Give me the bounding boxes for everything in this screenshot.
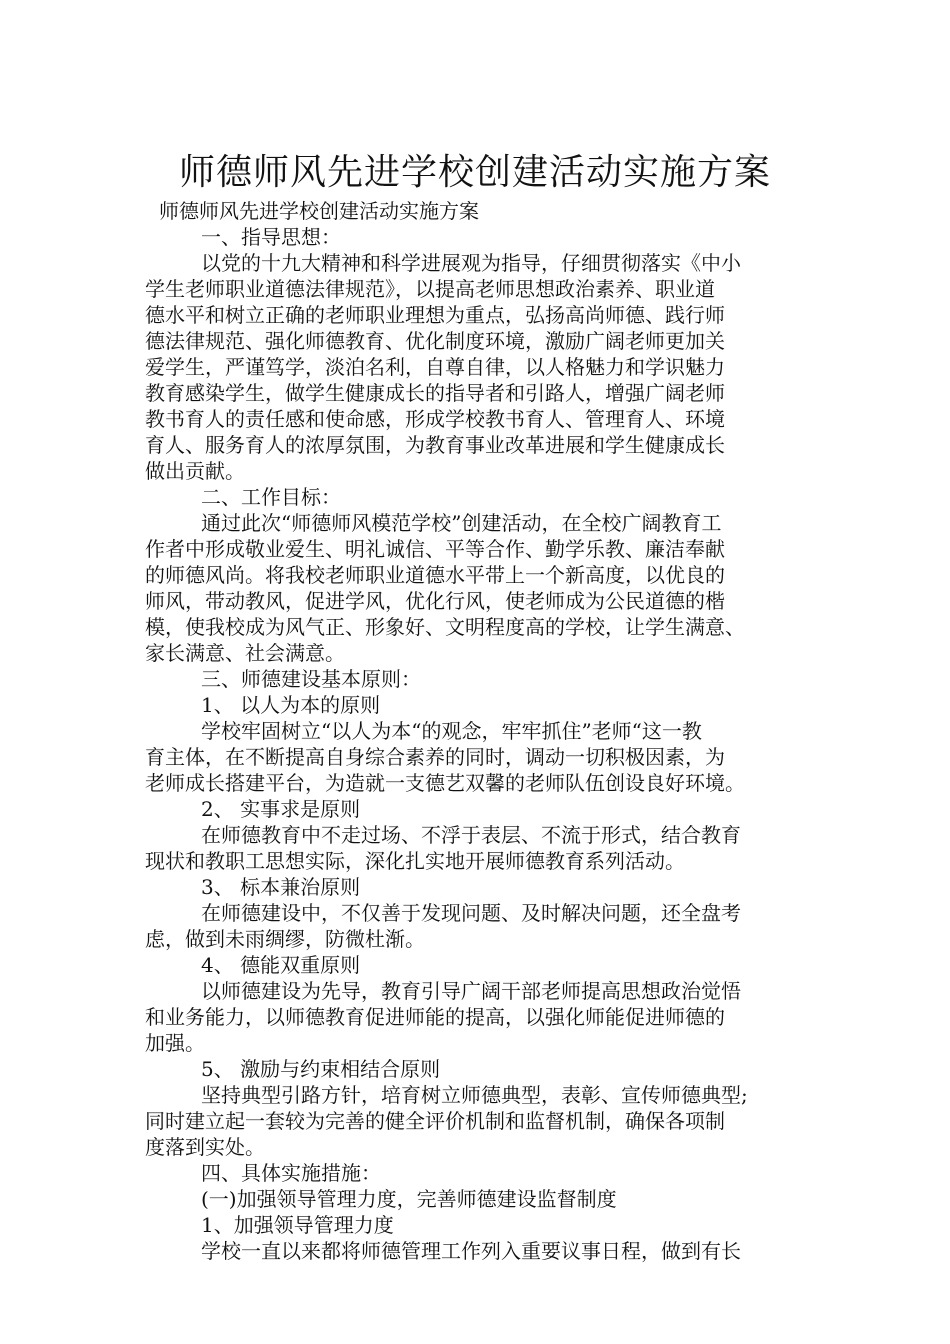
body-line: 教育感染学生，做学生健康成长的指导者和引路人，增强广阔老师 <box>145 381 725 405</box>
body-line: 做出贡献。 <box>145 459 245 483</box>
body-line: 在师德教育中不走过场、不浮于表层、不流于形式，结合教育 <box>201 823 741 847</box>
subsection-heading: (一)加强领导管理力度，完善师德建设监督制度 <box>201 1187 617 1211</box>
subsection-heading: 1、加强领导管理力度 <box>201 1213 394 1237</box>
body-line: 德法律规范、强化师德教育、优化制度环境，激励广阔老师更加关 <box>145 329 725 353</box>
body-line: 现状和教职工思想实际，深化扎实地开展师德教育系列活动。 <box>145 849 685 873</box>
body-line: 学生老师职业道德法律规范》，以提高老师思想政治素养、职业道 <box>145 277 715 301</box>
body-line: 以党的十九大精神和科学进展观为指导，仔细贯彻落实《中小 <box>201 251 741 275</box>
subsection-heading: 4、 德能双重原则 <box>201 953 361 977</box>
section-heading: 三、师德建设基本原则： <box>201 667 421 691</box>
body-line: 虑，做到未雨绸缪，防微杜渐。 <box>145 927 425 951</box>
body-line: 师德师风先进学校创建活动实施方案 <box>159 199 479 223</box>
body-line: 和业务能力，以师德教育促进师能的提高，以强化师能促进师德的 <box>145 1005 725 1029</box>
subsection-heading: 2、 实事求是原则 <box>201 797 361 821</box>
body-line: 以师德建设为先导，教育引导广阔干部老师提高思想政治觉悟 <box>201 979 741 1003</box>
body-line: 加强。 <box>145 1031 205 1055</box>
body-line: 家长满意、社会满意。 <box>145 641 345 665</box>
body-line: 老师成长搭建平台，为造就一支德艺双馨的老师队伍创设良好环境。 <box>145 771 745 795</box>
document-body <box>145 198 821 1264</box>
body-line: 德水平和树立正确的老师职业理想为重点，弘扬高尚师德、践行师 <box>145 303 725 327</box>
body-line: 育人、服务育人的浓厚氛围，为教育事业改革进展和学生健康成长 <box>145 433 725 457</box>
body-line: 育主体，在不断提高自身综合素养的同时，调动一切积极因素，为 <box>145 745 725 769</box>
body-line: 教书育人的责任感和使命感，形成学校教书育人、管理育人、环境 <box>145 407 725 431</box>
section-heading: 四、具体实施措施： <box>201 1161 381 1185</box>
body-line: 通过此次“师德师风模范学校”创建活动，在全校广阔教育工 <box>201 511 722 535</box>
subsection-heading: 5、 激励与约束相结合原则 <box>201 1057 441 1081</box>
section-heading: 二、工作目标： <box>201 485 341 509</box>
body-line: 学校一直以来都将师德管理工作列入重要议事日程，做到有长 <box>201 1239 741 1263</box>
document-title: 师德师风先进学校创建活动实施方案 <box>178 152 771 194</box>
subsection-heading: 3、 标本兼治原则 <box>201 875 361 899</box>
body-line: 师风，带动教风，促进学风，优化行风，使老师成为公民道德的楷 <box>145 589 725 613</box>
body-line: 爱学生，严谨笃学，淡泊名利，自尊自律，以人格魅力和学识魅力 <box>145 355 725 379</box>
body-line: 学校牢固树立“以人为本“的观念，牢牢抓住”老师“这一教 <box>201 719 702 743</box>
body-line: 的师德风尚。将我校老师职业道德水平带上一个新高度，以优良的 <box>145 563 725 587</box>
subsection-heading: 1、 以人为本的原则 <box>201 693 381 717</box>
body-line: 坚持典型引路方针，培育树立师德典型，表彰、宣传师德典型; <box>201 1083 748 1107</box>
section-heading: 一、指导思想： <box>201 225 341 249</box>
body-line: 在师德建设中，不仅善于发现问题、及时解决问题，还全盘考 <box>201 901 741 925</box>
body-line: 模，使我校成为风气正、形象好、文明程度高的学校，让学生满意、 <box>145 615 745 639</box>
body-line: 同时建立起一套较为完善的健全评价机制和监督机制，确保各项制 <box>145 1109 725 1133</box>
body-line: 度落到实处。 <box>145 1135 265 1159</box>
body-line: 作者中形成敬业爱生、明礼诚信、平等合作、勤学乐教、廉洁奉献 <box>145 537 725 561</box>
